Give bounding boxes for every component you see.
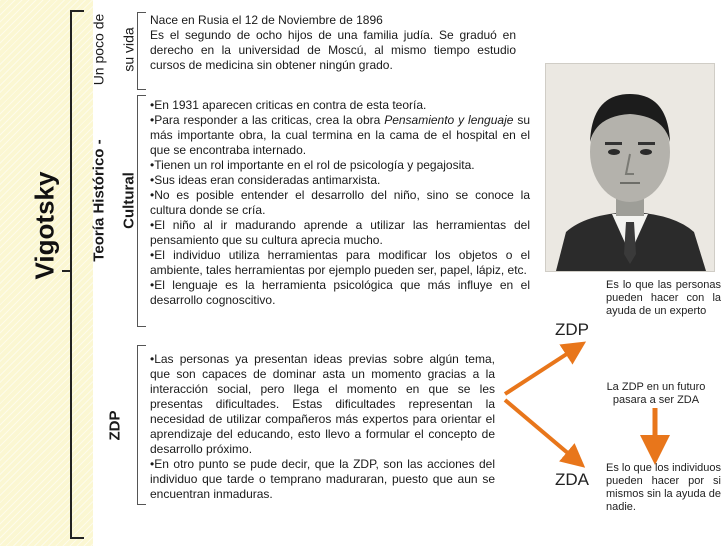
list-item: •El lenguaje es la herramienta psicológica que más influye en el desarrollo cognoscitivo.	[150, 278, 530, 307]
list-item: •En otro punto se pude decir, que la ZDP, son las acciones del individuo que tarde o temprano maduraran, puesto que aun se encuentran inmaduras.	[150, 457, 495, 501]
section-label-zdp: ZDP	[106, 410, 124, 440]
note-zda: Es lo que los individuos pueden hacer por si mismos sin la ayuda de nadie.	[606, 462, 721, 513]
arrow-to-zdp	[505, 348, 576, 394]
list-item: •Las personas ya presentan ideas previas sobre algún tema, que son capaces de dominar asta un momento gracias a la interacción social, pero llega el momento en que se les presentas dificultades. Estas dificultades representan la necesidad de utilizar compañeros más expertos para orientar el aprendizaje del educando, esto llevo a formular el concepto de desarrollo próximo.	[150, 352, 495, 456]
note-zdp: Es lo que las personas pueden hacer con la ayuda de un experto	[606, 279, 721, 317]
list-item: •No es posible entender el desarrollo del niño, sino se conoce la cultura donde se cría.	[150, 188, 530, 217]
node-zda: ZDA	[555, 470, 589, 489]
bio-text: Nace en Rusia el 12 de Noviembre de 1896 Es el segundo de ocho hijos de una familia judía. Se graduó en derecho en la universidad de Moscú, al mismo tiempo estudio cursos de medicina sin obtener ningún grado.	[150, 13, 516, 72]
list-item: •Sus ideas eran consideradas antimarxista.	[150, 173, 381, 187]
list-item: •En 1931 aparecen criticas en contra de esta teoría.	[150, 98, 427, 112]
main-title: Vigotsky	[29, 171, 60, 279]
list-item: •El individuo utiliza herramientas para modificar los objetos o el ambiente, tales herramientas por ejemplo pueden ser, papel, lápiz, etc.	[150, 248, 530, 277]
list-item: •El niño al ir madurando aprende a utilizar las herramientas del pensamiento que su cultura aprecia mucho.	[150, 218, 530, 247]
list-item: •Tienen un rol importante en el rol de psicología y pegajosita.	[150, 158, 475, 172]
note-middle: La ZDP en un futuro pasara a ser ZDA	[606, 381, 706, 406]
section-label-theory: Teoría Histórico - Cultural	[90, 138, 138, 262]
list-item: •Para responder a las criticas, crea la obra Pensamiento y lenguaje su más importante obra, la cual termina en la cama de el hospital en el que se encontraba internado.	[150, 113, 530, 157]
node-zdp: ZDP	[555, 320, 589, 339]
arrow-to-zda	[505, 400, 576, 460]
section-label-bio: Un poco de su vida	[90, 13, 137, 85]
